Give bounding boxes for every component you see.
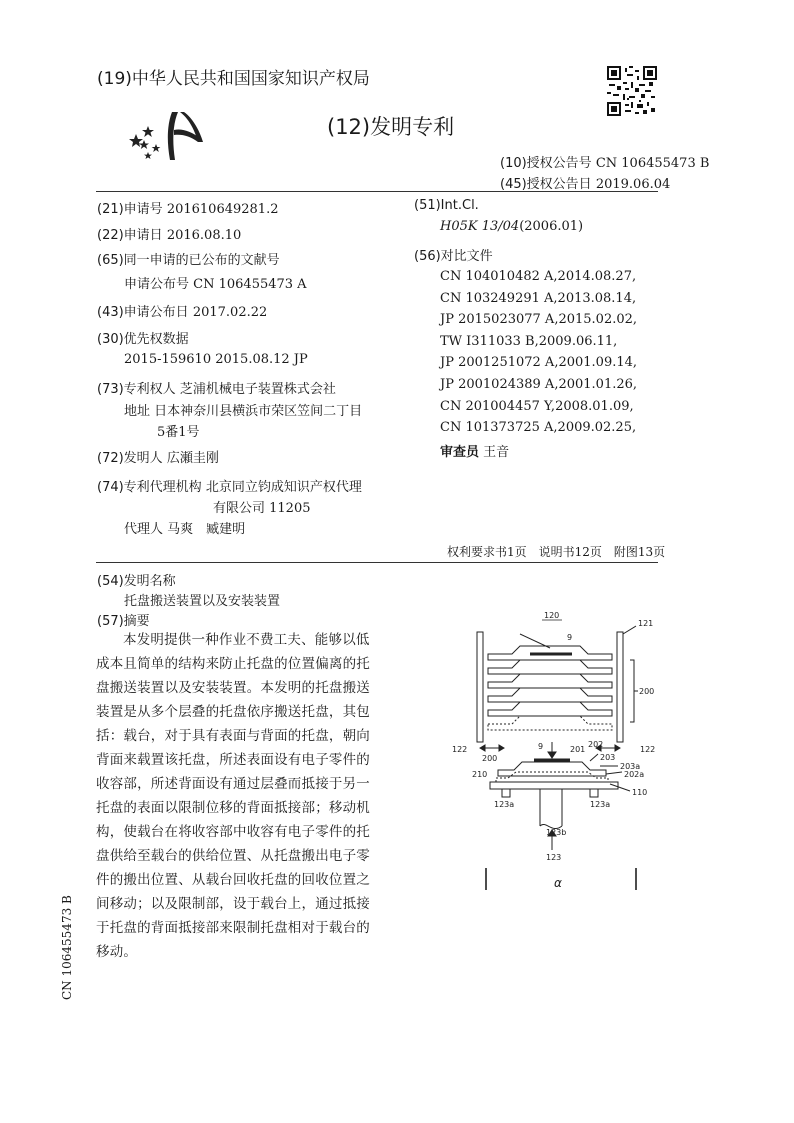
citation-item: JP 2001024389 A,2001.01.26, xyxy=(440,376,638,392)
tray-stack xyxy=(488,646,612,730)
application-date-row xyxy=(97,224,241,243)
field-label: (43)申请公布日 xyxy=(97,305,189,320)
agency-line-2: 有限公司 11205 xyxy=(213,501,311,516)
prior-publication-label: (65)同一申请的已公布的文献号 xyxy=(97,253,280,268)
side-document-number: CN 106455473 B xyxy=(60,895,74,1000)
citation-item: CN 201004457 Y,2008.01.09, xyxy=(440,398,634,414)
agents: 马爽 臧建明 xyxy=(167,522,246,537)
label-200-top: 200 xyxy=(639,687,655,696)
intcl-row xyxy=(440,219,583,234)
inventor: 広瀬圭刚 xyxy=(166,451,219,466)
guide-wall-right xyxy=(617,632,623,742)
abstract-text: 本发明提供一种作业不费工夫、能够以低成本且简单的结构来防止托盘的位置偏离的托盘搬送装置以及安装装置。本发明的托盘搬送装置是从多个层叠的托盘依序搬送托盘，其包括：载台，对于具有表面与背面的托盘，朝向背面来载置该托盘，所述表面设有电子零件的收容部，所述背面设有通过层叠而抵接于另一托盘的表面以限制位移的背面抵接部；移动机构，使载台在将收容部中收容有电子零件的托盘供给至载台的供给位置、从托盘搬出电子零件的搬出位置、从载台回收托盘的回收位置之间移动；以及限制部，设于载台上，通过抵接于托盘的背面抵接部来限制托盘相对于载台的移动。 xyxy=(96,632,370,960)
label-210: 210 xyxy=(472,770,488,779)
field-label: (21)申请号 xyxy=(97,202,163,217)
publication-date-row xyxy=(97,301,267,320)
agency-row xyxy=(97,476,362,495)
label-alpha: α xyxy=(554,876,562,890)
citations-label: (56)对比文件 xyxy=(414,249,493,264)
intcl-code: H05K 13/04 xyxy=(440,219,520,234)
grant-number-label: (10)授权公告号 xyxy=(500,156,592,171)
cnipa-logo xyxy=(128,108,212,164)
label-120: 120 xyxy=(544,611,560,620)
abstract-label: (57)摘要 xyxy=(97,614,150,629)
label-123: 123 xyxy=(546,853,562,862)
grant-number: CN 106455473 B xyxy=(595,156,710,171)
agency-line-1: 北京同立钧成知识产权代理 xyxy=(205,480,362,495)
address-row xyxy=(124,400,362,419)
examiner: 王音 xyxy=(483,445,510,460)
field-label: (73)专利权人 xyxy=(97,382,176,397)
document-kind: (12)发明专利 xyxy=(327,115,455,139)
stage-210 xyxy=(490,782,618,789)
address-line-1: 日本神奈川县横浜市荣区笠间二丁目 xyxy=(154,404,363,419)
field-label: 审查员 xyxy=(440,445,480,460)
agent-row xyxy=(124,518,245,537)
label-201: 201 xyxy=(570,745,586,754)
label-123b: 123b xyxy=(546,828,567,837)
label-123a-left: 123a xyxy=(494,800,515,809)
label-203a: 203a xyxy=(620,762,641,771)
label-202a: 202a xyxy=(624,770,645,779)
inventor-row xyxy=(97,447,219,466)
label-9-mid: 9 xyxy=(538,742,544,751)
citation-list xyxy=(440,266,637,439)
office-name: (19)中华人民共和国国家知识产权局 xyxy=(97,69,370,89)
field-label: 代理人 xyxy=(124,522,164,537)
label-121: 121 xyxy=(638,619,654,628)
publication-number: CN 106455473 A xyxy=(193,277,307,292)
guide-wall-left xyxy=(477,632,483,742)
priority-label: (30)优先权数据 xyxy=(97,332,189,347)
representative-drawing xyxy=(440,606,680,896)
patentee-row xyxy=(97,378,336,397)
label-9-top: 9 xyxy=(567,633,573,642)
field-label: 地址 xyxy=(124,404,151,419)
invention-title: 托盘搬送装置以及安装装置 xyxy=(124,594,281,609)
intcl-version: (2006.01) xyxy=(519,219,584,234)
label-110: 110 xyxy=(632,788,648,797)
qr-code[interactable] xyxy=(607,66,657,116)
citation-item: CN 103249291 A,2013.08.14, xyxy=(440,290,637,306)
priority-data: 2015-159610 2015.08.12 JP xyxy=(124,352,308,367)
field-label: (74)专利代理机构 xyxy=(97,480,202,495)
title-label: (54)发明名称 xyxy=(97,574,176,589)
citation-item: JP 2001251072 A,2001.09.14, xyxy=(440,355,638,371)
address-line-2: 5番1号 xyxy=(157,425,200,440)
header-divider xyxy=(96,191,658,192)
label-202: 202 xyxy=(588,740,604,749)
field-label: (22)申请日 xyxy=(97,228,163,243)
grant-date: 2019.06.04 xyxy=(595,177,671,192)
grant-number-row xyxy=(500,152,709,171)
citation-item: TW I311033 B,2009.06.11, xyxy=(440,333,618,349)
citation-item: JP 2015023077 A,2015.02.02, xyxy=(440,312,638,328)
grant-date-row xyxy=(500,173,670,192)
label-122-right: 122 xyxy=(640,745,656,754)
page-counts: 权利要求书1页 说明书12页 附图13页 xyxy=(447,545,666,559)
field-label: (72)发明人 xyxy=(97,451,163,466)
intcl-label: (51)Int.Cl. xyxy=(414,198,479,213)
examiner-row xyxy=(440,441,509,460)
label-200-mid: 200 xyxy=(482,754,498,763)
application-date: 2016.08.10 xyxy=(166,228,242,243)
application-number-row xyxy=(97,198,278,217)
field-label: 申请公布号 xyxy=(124,277,190,292)
patentee: 芝浦机械电子装置株式会社 xyxy=(179,382,336,397)
publication-date: 2017.02.22 xyxy=(192,305,268,320)
citation-item: CN 104010482 A,2014.08.27, xyxy=(440,269,637,284)
label-122-left: 122 xyxy=(452,745,468,754)
application-number: 201610649281.2 xyxy=(166,202,279,217)
citation-item: CN 101373725 A,2009.02.25, xyxy=(440,420,637,436)
publication-number-row xyxy=(124,273,307,292)
label-203: 203 xyxy=(600,753,616,762)
grant-date-label: (45)授权公告日 xyxy=(500,177,592,192)
label-123a-right: 123a xyxy=(590,800,611,809)
biblio-divider xyxy=(96,562,658,563)
